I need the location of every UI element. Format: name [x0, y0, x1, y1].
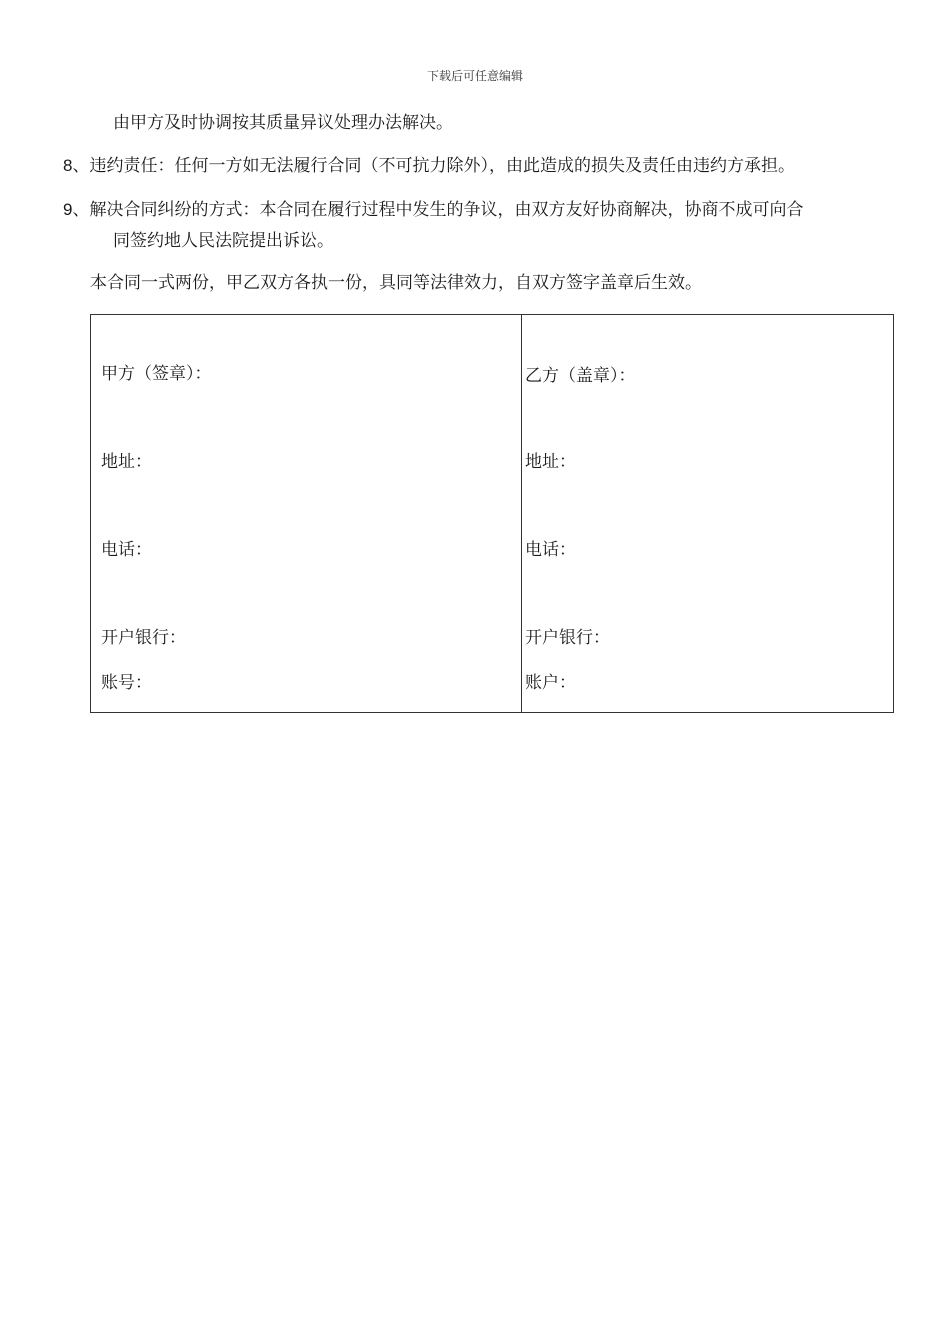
party-a-address-label: 地址：: [101, 452, 152, 472]
clause-9-text-line2: 同签约地人民法院提出诉讼。: [113, 231, 334, 251]
party-b-account-label: 账户：: [525, 673, 576, 693]
clause-9: [63, 198, 803, 222]
clause-9-text-line1: 、解决合同纠纷的方式：本合同在履行过程中发生的争议，由双方友好协商解决，协商不成可向合: [72, 200, 804, 220]
clause-8-number: 8: [63, 156, 73, 175]
clause-8: [63, 154, 795, 178]
party-b-bank-label: 开户银行：: [525, 628, 610, 648]
table-divider: [521, 315, 522, 712]
clause-8-text: 、违约责任：任何一方如无法履行合同（不可抗力除外），由此造成的损失及责任由违约方承担。: [72, 156, 795, 176]
party-a-account-label: 账号：: [101, 673, 152, 693]
party-b-address-label: 地址：: [525, 452, 576, 472]
party-a-phone-label: 电话：: [101, 540, 152, 560]
clause-9-number: 9: [63, 200, 73, 219]
closing-statement: 本合同一式两份，甲乙双方各执一份，具同等法律效力，自双方签字盖章后生效。: [90, 273, 702, 293]
party-b-seal-label: 乙方（盖章）：: [525, 366, 636, 386]
page-header-note: 下载后可任意编辑: [426, 69, 523, 83]
party-a-bank-label: 开户银行：: [101, 628, 186, 648]
clause-continuation: 由甲方及时协调按其质量异议处理办法解决。: [113, 113, 453, 133]
signature-table: [90, 314, 894, 713]
party-b-phone-label: 电话：: [525, 540, 576, 560]
party-a-seal-label: 甲方（签章）：: [101, 364, 212, 384]
